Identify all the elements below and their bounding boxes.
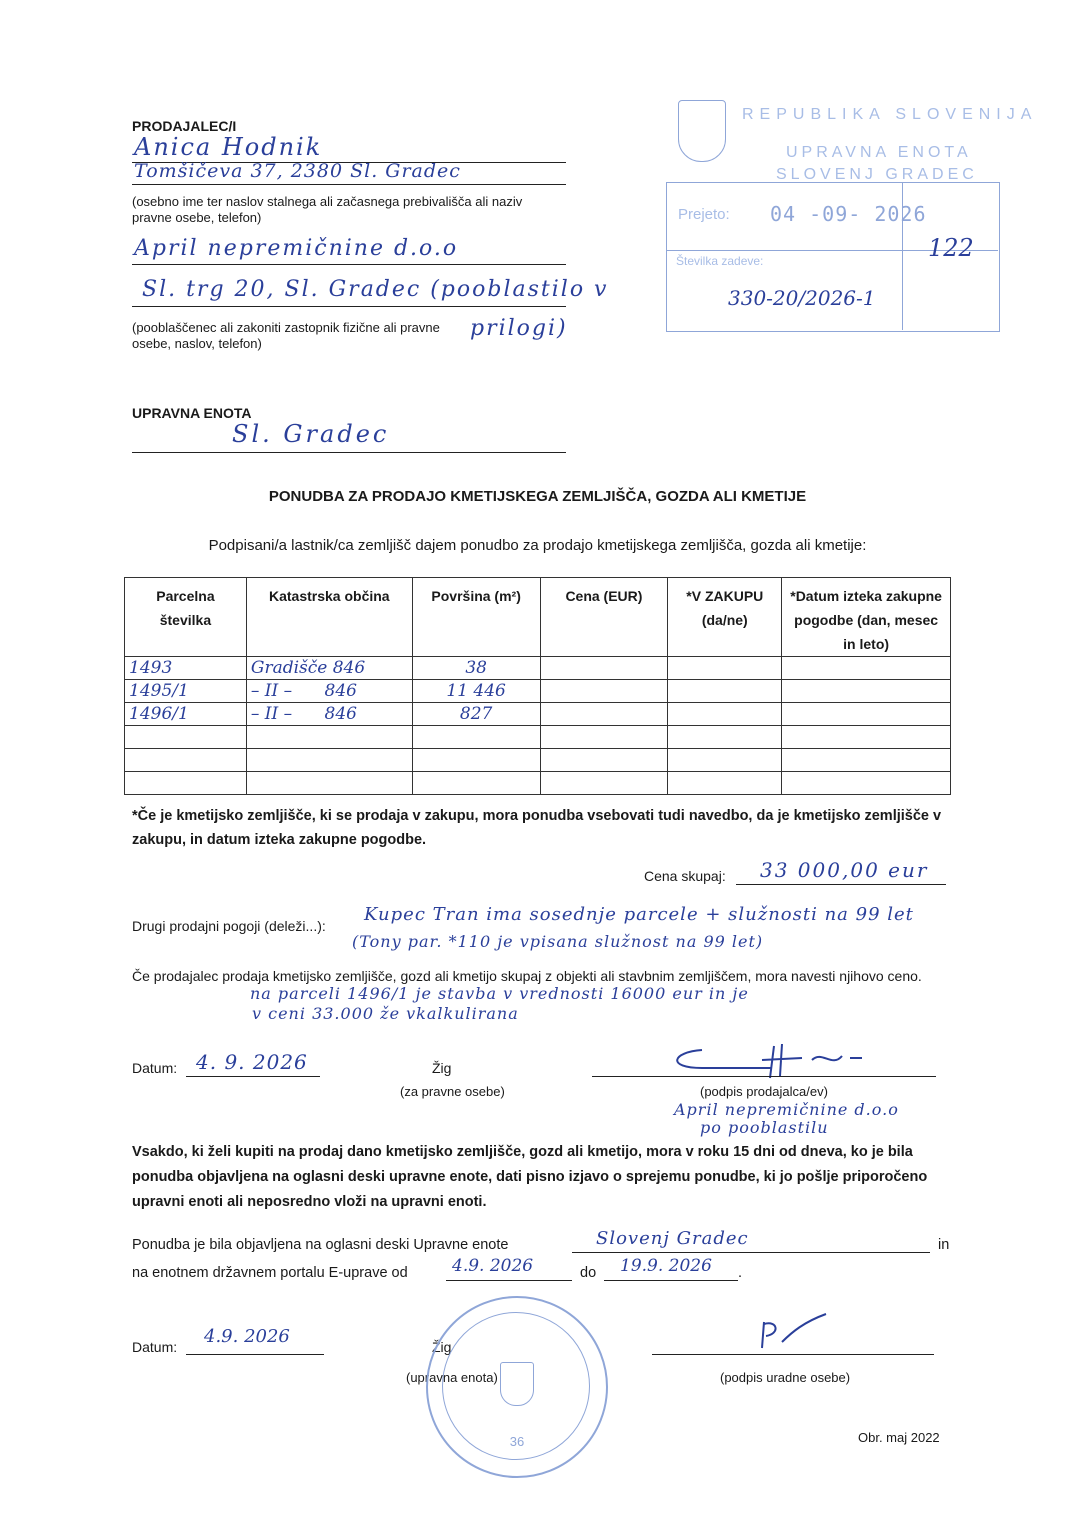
- cell-price: [540, 657, 668, 680]
- publication-end: .: [738, 1265, 743, 1281]
- header-lease: *V ZAKUPU (da/ne): [668, 578, 782, 657]
- cell-lease-end: [782, 680, 951, 703]
- table-row: [125, 703, 951, 726]
- date1-value: 4. 9. 2026: [196, 1050, 308, 1074]
- header-cadastral-municipality: Katastrska občina: [246, 578, 412, 657]
- cell-lease-end: [782, 703, 951, 726]
- seller-signature-line: [592, 1076, 936, 1077]
- receipt-case-number: 330-20/2026-1: [728, 286, 876, 310]
- receipt-stamp-divider: [902, 182, 903, 330]
- publication-to-label: do: [580, 1265, 597, 1281]
- cell-lease: [668, 703, 782, 726]
- proxy-line-1-rule: [132, 264, 566, 265]
- cell-lease-end: [782, 749, 951, 772]
- header-price: Cena (EUR): [540, 578, 668, 657]
- official-signature-line: [652, 1354, 934, 1355]
- cell-area: 827: [412, 703, 540, 726]
- table-row: [125, 657, 951, 680]
- cell-parcel: 1495/1: [125, 680, 247, 703]
- publication-in: in: [938, 1237, 950, 1253]
- proxy-line-3: prilogi): [470, 316, 568, 341]
- date2-value: 4.9. 2026: [204, 1326, 290, 1347]
- proxy-line-2-rule: [132, 306, 566, 307]
- receipt-stamp-line2: UPRAVNA ENOTA: [786, 144, 972, 161]
- header-lease-end: *Datum izteka zakupne pogodbe (dan, mesec in leto): [782, 578, 951, 657]
- office-line: [132, 452, 566, 453]
- cell-area: 11 446: [412, 680, 540, 703]
- total-line: [736, 884, 946, 885]
- cell-lease: [668, 726, 782, 749]
- cell-area: [412, 749, 540, 772]
- table-row: [125, 726, 951, 749]
- date1-line: [186, 1076, 320, 1077]
- proxy-caption: (pooblaščenec ali zakoniti zastopnik fizične ali pravne osebe, naslov, telefon): [132, 320, 440, 351]
- seller-heading: PRODAJALEC/I: [132, 118, 237, 134]
- seller-caption: (osebno ime ter naslov stalnega ali začasnega prebivališča ali naziv pravne osebe, telefon): [132, 194, 523, 225]
- form-version: Obr. maj 2022: [858, 1430, 940, 1445]
- total-value: 33 000,00 eur: [760, 858, 929, 882]
- cell-price: [540, 726, 668, 749]
- cell-area: 38: [412, 657, 540, 680]
- date2-label: Datum:: [132, 1339, 178, 1355]
- receipt-stamp-line3: SLOVENJ GRADEC: [776, 166, 978, 183]
- seller-signature-caption: (podpis prodajalca/ev): [700, 1084, 828, 1099]
- receipt-received-label: Prejeto:: [678, 206, 730, 223]
- cell-municipality: – II – 846: [246, 680, 412, 703]
- official-seal: [426, 1296, 608, 1478]
- receipt-case-label: Številka zadeve:: [676, 254, 764, 268]
- parcel-table: [124, 577, 951, 795]
- cell-municipality: [246, 772, 412, 795]
- seal2-label: Žig: [432, 1339, 452, 1355]
- header-area: Površina (m²): [412, 578, 540, 657]
- official-signature-caption: (podpis uradne osebe): [720, 1370, 851, 1385]
- proxy-line-1: April nepremičnine d.o.o: [134, 236, 459, 261]
- publication-text1: Ponudba je bila objavljena na oglasni deski Upravne enote: [132, 1237, 509, 1253]
- cell-lease-end: [782, 657, 951, 680]
- cell-lease: [668, 749, 782, 772]
- header-parcel-number: Parcelna številka: [125, 578, 247, 657]
- publication-from-line: [446, 1280, 572, 1281]
- cell-municipality: [246, 749, 412, 772]
- proxy-line-2: Sl. trg 20, Sl. Gradec (pooblastilo v: [142, 277, 609, 302]
- cell-parcel: [125, 772, 247, 795]
- cell-municipality: Gradišče 846: [246, 657, 412, 680]
- receipt-stamp-emblem: [678, 100, 726, 162]
- office-heading: UPRAVNA ENOTA: [132, 405, 252, 421]
- total-label: Cena skupaj:: [644, 868, 726, 884]
- conditions-line1: Kupec Tran ima sosednje parcele + služnosti na 99 let: [364, 904, 914, 925]
- date2-line: [186, 1354, 324, 1355]
- receipt-stamp-line1: REPUBLIKA SLOVENIJA: [742, 106, 1038, 123]
- cell-parcel: 1493: [125, 657, 247, 680]
- seal-number: 36: [509, 1434, 525, 1449]
- lease-footnote: *Če je kmetijsko zemljišče, ki se prodaja v zakupu, mora ponudba vsebovati tudi navedbo, da je kmetijsko zemljišče v zakupu, in datum izteka zakupne pogodbe.: [132, 808, 942, 848]
- cell-area: [412, 726, 540, 749]
- cell-area: [412, 772, 540, 795]
- publication-office: Slovenj Gradec: [596, 1228, 749, 1249]
- cell-price: [540, 680, 668, 703]
- objects-line1: na parceli 1496/1 je stavba v vrednosti 16000 eur in je: [250, 984, 749, 1003]
- intro-text: Podpisani/a lastnik/ca zemljišč dajem ponudbo za prodajo kmetijskega zemljišča, gozda ali kmetije:: [208, 537, 867, 554]
- conditions-label: Drugi prodajni pogoji (deleži...):: [132, 918, 326, 934]
- signer-line2: po pooblastilu: [700, 1118, 829, 1137]
- cell-municipality: [246, 726, 412, 749]
- seal-coat-of-arms-icon: [500, 1362, 534, 1406]
- publication-office-line: [572, 1252, 930, 1253]
- conditions-line2: (Tony par. *110 je vpisana služnost na 99 let): [352, 932, 764, 951]
- cell-price: [540, 772, 668, 795]
- seal1-label: Žig: [432, 1060, 452, 1076]
- seller-address-line: [132, 184, 566, 185]
- cell-price: [540, 749, 668, 772]
- cell-parcel: 1496/1: [125, 703, 247, 726]
- table-row: [125, 749, 951, 772]
- publication-to: 19.9. 2026: [620, 1256, 712, 1276]
- cell-lease-end: [782, 726, 951, 749]
- publication-from: 4.9. 2026: [452, 1256, 534, 1276]
- official-signature-icon: [752, 1312, 832, 1352]
- signer-line1: April nepremičnine d.o.o: [674, 1100, 899, 1119]
- cell-lease: [668, 680, 782, 703]
- seal2-caption: (upravna enota): [406, 1370, 498, 1385]
- acceptance-notice: Vsakdo, ki želi kupiti na prodaj dano kmetijsko zemljišče, gozd ali kmetijo, mora v roku 15 dni od dneva, ko je bila ponudba objavljena na oglasni deski upravne enote, dati pisno izjavo o sprejemu ponudbe, ki jo pošlje priporočeno upravni enoti ali neposredno vloži na upravni enoti.: [132, 1144, 928, 1210]
- cell-lease-end: [782, 772, 951, 795]
- office-value: Sl. Gradec: [232, 420, 390, 448]
- receipt-count: 122: [928, 234, 974, 262]
- cell-lease: [668, 772, 782, 795]
- cell-parcel: [125, 749, 247, 772]
- date1-label: Datum:: [132, 1060, 178, 1076]
- objects-line2: v ceni 33.000 že vkalkulirana: [252, 1004, 519, 1023]
- publication-to-line: [604, 1280, 738, 1281]
- table-row: [125, 772, 951, 795]
- table-row: [125, 680, 951, 703]
- objects-text: Če prodajalec prodaja kmetijsko zemljišče, gozd ali kmetijo skupaj z objekti ali stavbnim zemljiščem, mora navesti njihovo ceno.: [132, 968, 922, 984]
- receipt-received-date: 04 -09- 2026: [770, 202, 927, 226]
- cell-price: [540, 703, 668, 726]
- cell-municipality: – II – 846: [246, 703, 412, 726]
- cell-lease: [668, 657, 782, 680]
- seller-address: Tomšičeva 37, 2380 Sl. Gradec: [134, 160, 461, 182]
- cell-parcel: [125, 726, 247, 749]
- seller-name: Anica Hodnik: [134, 133, 323, 161]
- publication-text2: na enotnem državnem portalu E-uprave od: [132, 1265, 408, 1281]
- page-title: PONUDBA ZA PRODAJO KMETIJSKEGA ZEMLJIŠČA, GOZDA ALI KMETIJE: [268, 488, 807, 505]
- seal1-caption: (za pravne osebe): [400, 1084, 505, 1099]
